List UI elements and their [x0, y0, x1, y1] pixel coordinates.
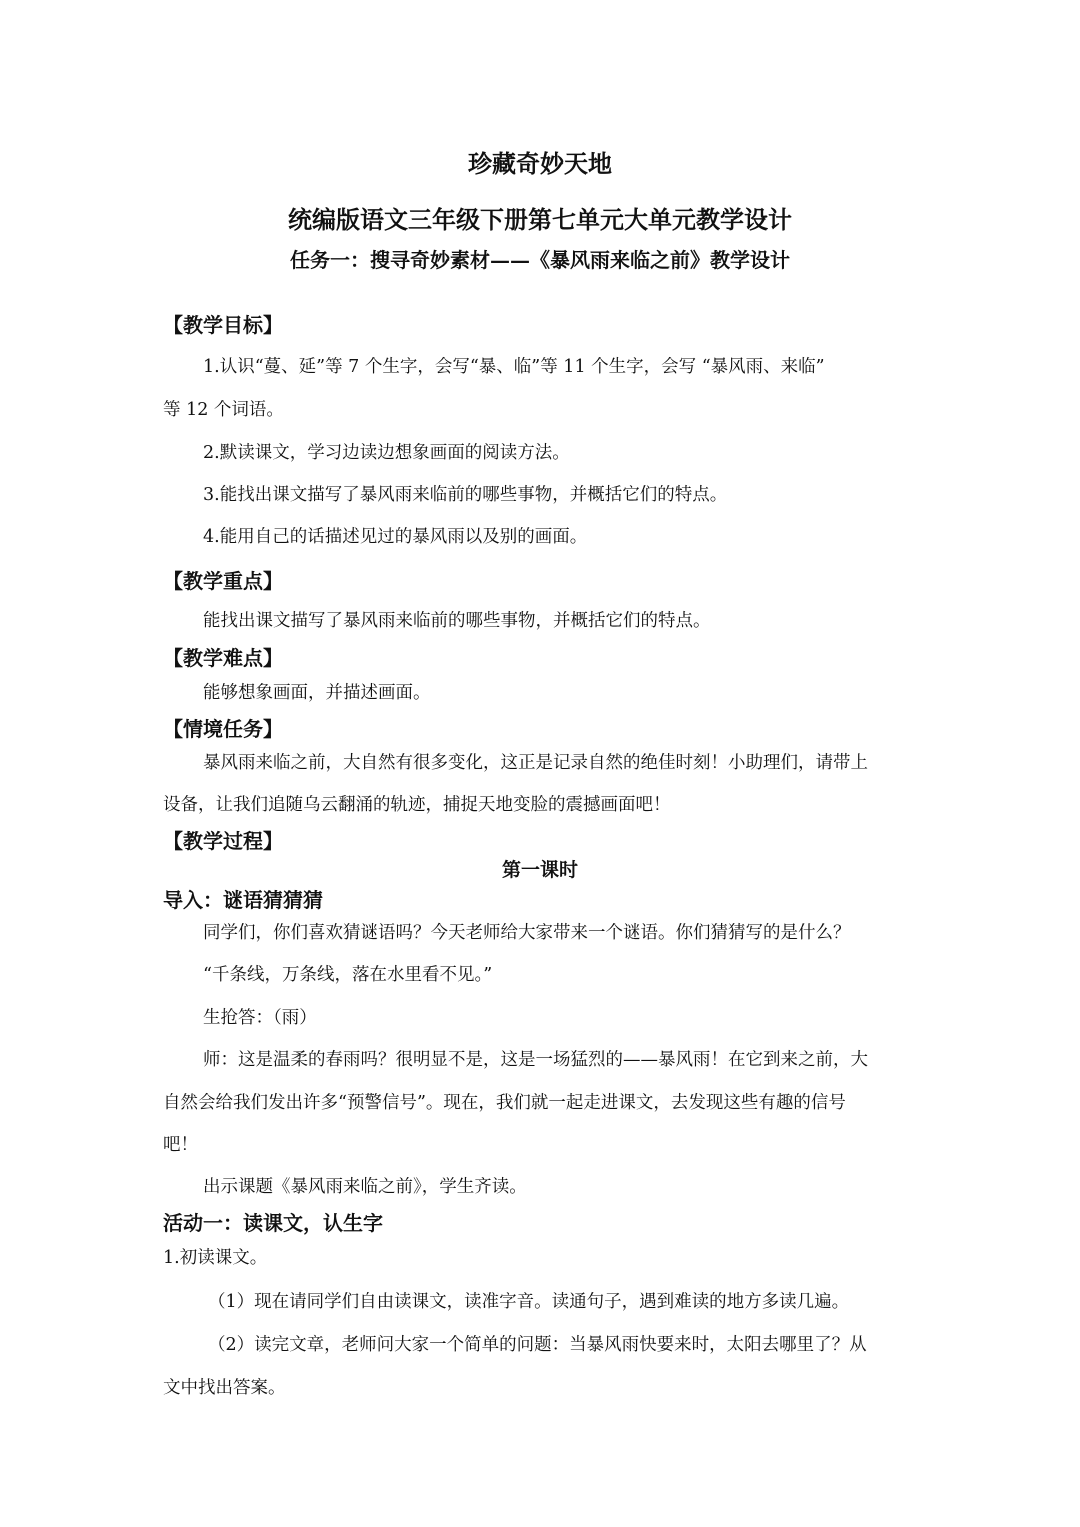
intro-heading: 导入：谜语猜猜猜 [163, 888, 323, 912]
goal-2: 2.默读课文，学习边读边想象画面的阅读方法。 [203, 443, 570, 463]
step-1-b-line-2: 文中找出答案。 [163, 1378, 286, 1398]
teacher-line-1: 师：这是温柔的春雨吗？很明显不是，这是一场猛烈的——暴风雨！在它到来之前，大 [203, 1050, 868, 1070]
key-points-text: 能找出课文描写了暴风雨来临前的哪些事物，并概括它们的特点。 [203, 611, 711, 631]
difficulty-text: 能够想象画面，并描述画面。 [203, 683, 431, 703]
goal-4: 4.能用自己的话描述见过的暴风雨以及别的画面。 [203, 527, 588, 547]
doc-title: 珍藏奇妙天地 [468, 149, 612, 178]
task-title: 任务一：搜寻奇妙素材——《暴风雨来临之前》教学设计 [290, 248, 790, 272]
scenario-line-1: 暴风雨来临之前，大自然有很多变化，这正是记录自然的绝佳时刻！小助理们，请带上 [203, 753, 868, 773]
doc-subtitle: 统编版语文三年级下册第七单元大单元教学设计 [288, 205, 792, 234]
step-1-b-line-1: （2）读完文章，老师问大家一个简单的问题：当暴风雨快要来时，太阳去哪里了？从 [208, 1335, 867, 1355]
scenario-line-2: 设备，让我们追随乌云翻涌的轨迹，捕捉天地变脸的震撼画面吧！ [163, 795, 671, 815]
lesson-label: 第一课时 [501, 859, 578, 881]
activity-1-heading: 活动一：读课文，认生字 [163, 1211, 383, 1235]
goal-3: 3.能找出课文描写了暴风雨来临前的哪些事物，并概括它们的特点。 [203, 485, 728, 505]
goals-heading: 【教学目标】 [163, 313, 283, 337]
step-1: 1.初读课文。 [163, 1248, 268, 1268]
difficulty-heading: 【教学难点】 [163, 646, 283, 670]
teacher-line-3: 吧！ [163, 1135, 198, 1155]
process-heading: 【教学过程】 [163, 829, 283, 853]
show-title-text: 出示课题《暴风雨来临之前》，学生齐读。 [203, 1177, 527, 1197]
goal-1-line-1: 1.认识“蔓、延”等 7 个生字，会写“暴、临”等 11 个生字，会写 “暴风雨、来临” [203, 357, 825, 377]
scenario-heading: 【情境任务】 [163, 717, 283, 741]
goal-1-line-2: 等 12 个词语。 [163, 400, 284, 420]
key-points-heading: 【教学重点】 [163, 569, 283, 593]
riddle-text: “千条线，万条线，落在水里看不见。” [203, 965, 493, 985]
teacher-line-2: 自然会给我们发出许多“预警信号”。现在，我们就一起走进课文，去发现这些有趣的信号 [163, 1093, 846, 1113]
intro-paragraph: 同学们，你们喜欢猜谜语吗？今天老师给大家带来一个谜语。你们猜猜写的是什么？ [203, 923, 851, 943]
step-1-a: （1）现在请同学们自由读课文，读准字音。读通句子，遇到难读的地方多读几遍。 [208, 1292, 850, 1312]
student-answer: 生抢答：（雨） [203, 1008, 317, 1028]
